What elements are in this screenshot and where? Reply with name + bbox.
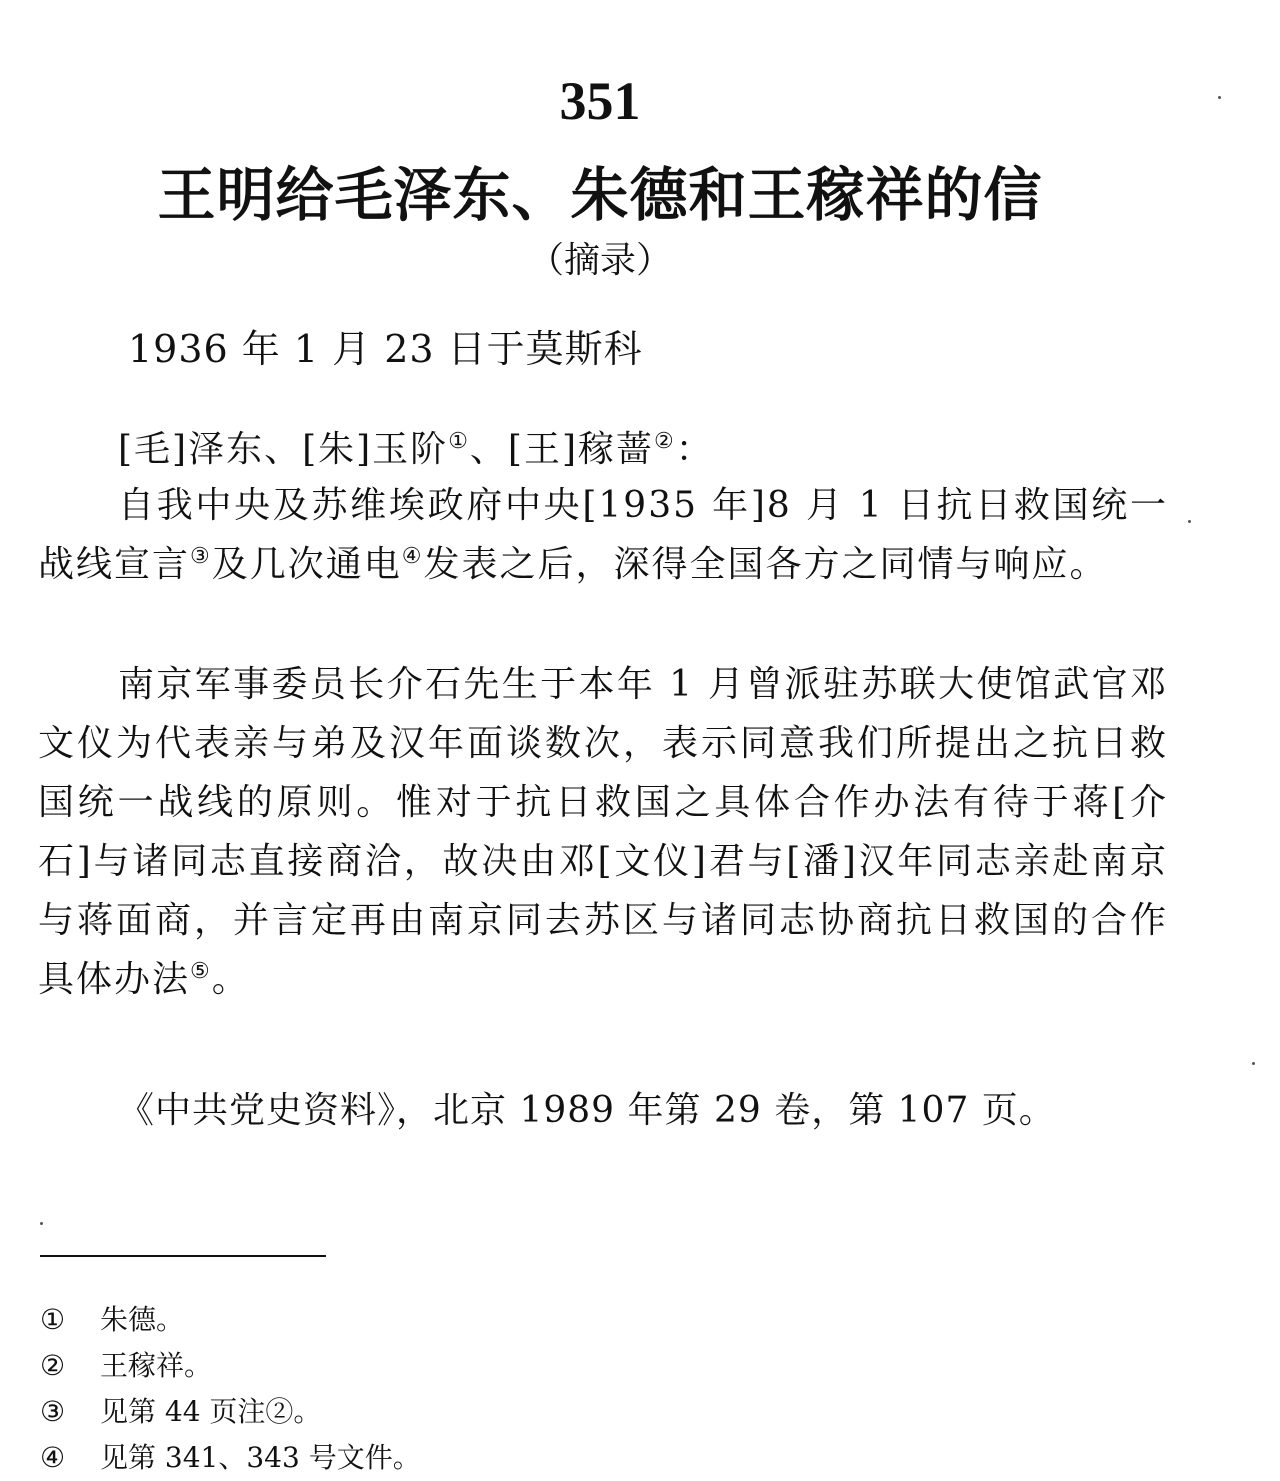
footnote-ref-3: ③: [190, 544, 212, 569]
letter-paragraph-1: [38, 476, 1168, 594]
footnote-mark: ④: [40, 1441, 66, 1474]
source-citation: 《中共党史资料》，北京 1989 年第 29 卷，第 107 页。: [118, 1090, 1056, 1131]
footnote-text: 王稼祥。: [100, 1349, 213, 1382]
footnote-text: 见第 341、343 号文件。: [100, 1441, 421, 1474]
paragraph-text: 及几次通电: [211, 544, 402, 585]
scan-speck: [1252, 1062, 1255, 1065]
footnote-ref-4: ④: [401, 544, 424, 569]
salutation-colon: ：: [675, 429, 714, 470]
footnote-item: [40, 1389, 1140, 1435]
scan-speck: [40, 1222, 43, 1225]
document-subtitle: （摘录）: [527, 240, 672, 281]
salutation-text: 、[王]稼蔷: [469, 429, 655, 470]
document-title: 王明给毛泽东、朱德和王稼祥的信: [157, 161, 1043, 229]
footnote-ref-2: ②: [654, 429, 676, 454]
paragraph-text: 。: [211, 959, 250, 1000]
footnote-ref-1: ①: [448, 429, 470, 454]
letter-paragraph-2: [38, 655, 1168, 1009]
footnote-text: 见第 44 页注②。: [100, 1395, 322, 1428]
paragraph-text: 南京军事委员长介石先生于本年 1 月曾派驻苏联大使馆武官邓文仪为代表亲与弟及汉年面谈数次，表示同意我们所提出之抗日救国统一战线的原则。惟对于抗日救国之具体合作办法有待于蒋[介石]与诸同志直接商洽，故决由邓[文仪]君与[潘]汉年同志亲赴南京与蒋面商，并言定再由南京同去苏区与诸同志协商抗日救国的合作具体办法: [38, 664, 1168, 1000]
scan-speck: [1218, 96, 1221, 99]
footnote-mark: ①: [40, 1303, 66, 1336]
footnote-item: [40, 1343, 1140, 1389]
footnote-text: 朱德。: [100, 1303, 185, 1336]
scan-speck: [1188, 520, 1191, 523]
footnote-item: [40, 1297, 1140, 1343]
footnote-mark: ③: [40, 1395, 66, 1428]
paragraph-text: 发表之后，深得全国各方之同情与响应。: [423, 544, 1108, 585]
footnote-ref-5: ⑤: [190, 959, 212, 984]
footnote-item: [40, 1435, 1140, 1481]
footnote-divider: [40, 1255, 326, 1257]
document-number: 351: [559, 71, 641, 131]
footnote-mark: ②: [40, 1349, 66, 1382]
salutation-text: [毛]泽东、[朱]玉阶: [118, 429, 449, 470]
date-line: 1936 年 1 月 23 日于莫斯科: [128, 327, 643, 371]
paragraph-text: 自我中央及苏维埃政府中央[1935 年]8 月 1 日抗日救国统一战线宣言: [38, 485, 1168, 585]
letter-salutation: [118, 420, 1168, 479]
footnote-list: [40, 1297, 1140, 1481]
